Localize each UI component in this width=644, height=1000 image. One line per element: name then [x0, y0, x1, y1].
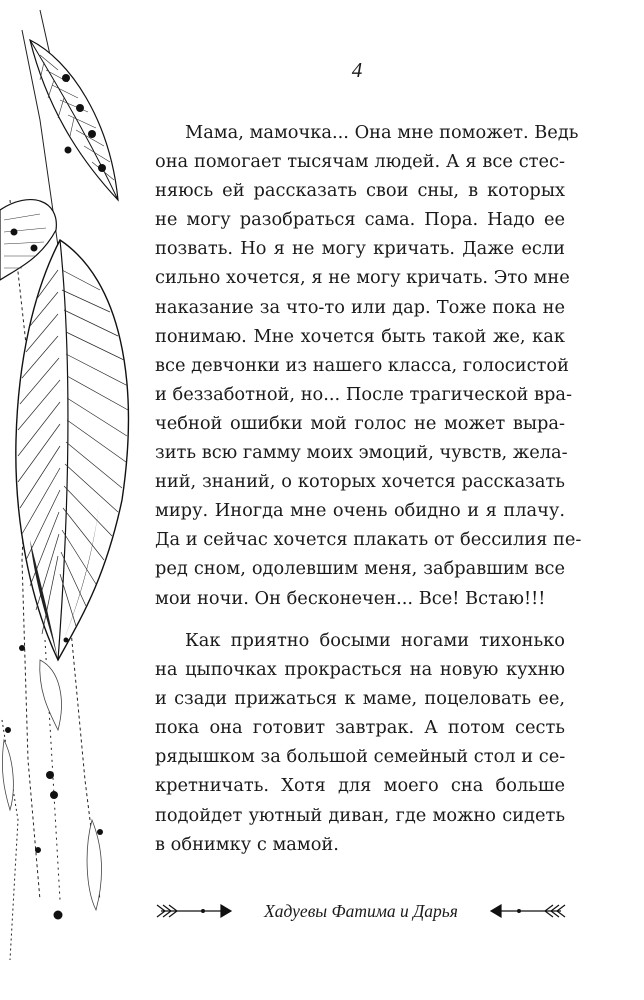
- text-line: не могу разобраться сама. Пора. Надо ее: [155, 209, 565, 231]
- text-line: понимаю. Мне хочется быть такой же, как: [155, 325, 565, 347]
- text-line: Мама, мамочка... Она мне поможет. Ведь: [185, 122, 579, 143]
- text-line: няюсь ей рассказать свои сны, в которых: [155, 180, 565, 202]
- text-line: кретничать. Хотя для моего сна больше: [155, 775, 565, 797]
- text-line: наказание за что-то или дар. Тоже пока не: [155, 296, 565, 318]
- large-feather-icon: [16, 240, 129, 660]
- text-line: на цыпочках прокрасться на новую кухню: [155, 659, 565, 681]
- arrow-ornament-right-icon: [487, 901, 567, 921]
- text-line: в обнимку с мамой.: [155, 833, 339, 855]
- text-line: пока она готовит завтрак. А потом сесть: [155, 717, 565, 739]
- text-line: все девчонки из нашего класса, голосистой: [155, 354, 569, 376]
- footer-authors: Хадуевы Фатима и Дарья: [264, 900, 458, 921]
- text-line: чебной ошибки мой голос не может выра-: [155, 412, 565, 434]
- text-line: Как приятно босыми ногами тихонько: [185, 630, 565, 651]
- text-line: ний, знаний, о которых хочется рассказать: [155, 471, 565, 493]
- page-number: 4: [351, 58, 363, 82]
- small-feather-icon: [2, 660, 101, 910]
- paragraph-2: [155, 626, 565, 859]
- page-footer: [155, 895, 567, 927]
- text-line: подойдет уютный диван, где можно сидеть: [155, 804, 565, 826]
- text-line: и сзади прижаться к маме, поцеловать ее,: [155, 688, 565, 710]
- paragraph-1: [155, 118, 582, 613]
- text-line: и беззаботной, но... После трагической вра-: [155, 383, 573, 405]
- feather-illustration: [0, 0, 160, 1000]
- text-line: мои ночи. Он бесконечен... Все! Встаю!!!: [155, 587, 546, 609]
- text-line: зить всю гамму моих эмоций, чувств, жела-: [155, 442, 568, 464]
- text-line: она помогает тысячам людей. А я все стес-: [155, 151, 565, 173]
- text-line: сильно хочется, я не могу кричать. Это мне: [155, 267, 570, 289]
- text-line: рядышком за большой семейный стол и се-: [155, 746, 566, 768]
- arrow-ornament-left-icon: [155, 901, 235, 921]
- text-line: миру. Иногда мне очень обидно и я плачу.: [155, 500, 565, 522]
- text-line: ред сном, одолевшим меня, забравшим все: [155, 558, 565, 580]
- text-line: Да и сейчас хочется плакать от бессилия пе-: [155, 529, 582, 551]
- text-line: позвать. Но я не могу кричать. Даже если: [155, 238, 565, 260]
